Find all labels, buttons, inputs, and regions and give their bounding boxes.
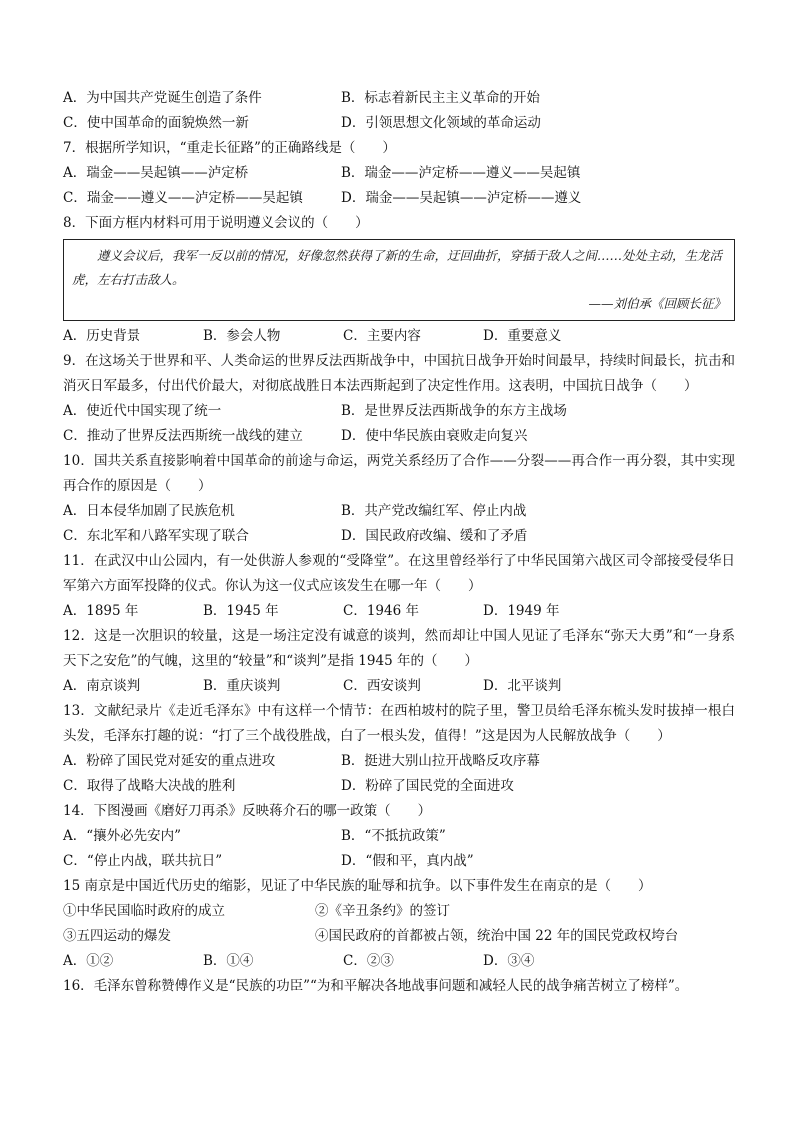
q14-options-row-2: [63, 849, 735, 874]
q10-option-a: A．日本侵华加剧了民族危机: [63, 503, 235, 519]
q9-options-row-1: [63, 399, 735, 424]
q8-quote: 遵义会议后，我军一反以前的情况，好像忽然获得了新的生命，迂回曲折，穿插于敌人之间……处处主动，生龙活虎，左右打击敌人。: [72, 248, 723, 287]
q9-option-c: C．推动了世界反法西斯统一战线的建立: [63, 428, 303, 444]
q16-stem: 16．毛泽东曾称赞傅作义是“民族的功臣”“为和平解决各地战事问题和减轻人民的战争痛苦树立了榜样”。: [63, 978, 689, 994]
q11-option-d: D．1949 年: [483, 603, 560, 619]
q13-options-row-2: [63, 774, 735, 799]
q7-option-b: B．瑞金——泸定桥——遵义——吴起镇: [341, 165, 581, 181]
q6-options-row-1: [63, 86, 735, 111]
q10-option-b: B．共产党改编红军、停止内战: [341, 503, 527, 519]
q12-options-row: [63, 674, 735, 699]
q14-option-b: B．“不抵抗政策”: [341, 828, 446, 844]
q6-option-b: B．标志着新民主主义革命的开始: [341, 90, 540, 106]
q9-option-d: D．使中华民族由衰败走向复兴: [341, 428, 528, 444]
q8-option-c: C．主要内容: [343, 328, 421, 344]
q15-items-row-2: [63, 924, 735, 949]
q11-options-row: [63, 599, 735, 624]
q15-item-3: ③五四运动的爆发: [63, 928, 171, 944]
q6-options-row-2: [63, 111, 735, 136]
q15-option-a: A．①②: [63, 953, 114, 969]
q15-options-row: [63, 949, 735, 974]
q10-options-row-1: [63, 499, 735, 524]
q14-option-c: C．“停止内战，联共抗日”: [63, 853, 223, 869]
q12-stem: 12．这是一次胆识的较量，这是一场注定没有诚意的谈判，然而却让中国人见证了毛泽东“弥天大勇”和“一身系天下之安危”的气魄，这里的“较量”和“谈判”是指 1945 年的（ ）: [63, 628, 735, 669]
q13-option-b: B．挺进大别山拉开战略反攻序幕: [341, 753, 540, 769]
q7-option-d: D．瑞金——吴起镇——泸定桥——遵义: [341, 190, 582, 206]
q13-stem: 13．文献纪录片《走近毛泽东》中有这样一个情节：在西柏坡村的院子里，警卫员给毛泽东梳头发时拔掉一根白头发，毛泽东打趣的说：“打了三个战役胜战，白了一根头发，值得！”这是因为人民解放战争（ ）: [63, 703, 735, 744]
q12-option-b: B．重庆谈判: [203, 678, 281, 694]
q14-stem: 14．下图漫画《磨好刀再杀》反映蒋介石的哪一政策（ ）: [63, 803, 432, 819]
q8-option-a: A．历史背景: [63, 328, 141, 344]
q7-options-row-1: [63, 161, 735, 186]
q12-option-c: C．西安谈判: [343, 678, 421, 694]
q8-source: ——刘伯承《回顾长征》: [588, 296, 726, 311]
q15-item-2: ②《辛丑条约》的签订: [315, 903, 450, 919]
q8-option-b: B．参会人物: [203, 328, 281, 344]
q11-option-b: B．1945 年: [203, 603, 279, 619]
q7-stem: 7．根据所学知识，“重走长征路”的正确路线是（ ）: [63, 140, 396, 156]
q10-option-c: C．东北军和八路军实现了联合: [63, 528, 249, 544]
q15-item-4: ④国民政府的首都被占领，统治中国 22 年的国民党政权垮台: [315, 928, 679, 944]
q6-option-a: A．为中国共产党诞生创造了条件: [63, 90, 262, 106]
q15-option-d: D．③④: [483, 953, 535, 969]
q13-option-a: A．粉碎了国民党对延安的重点进攻: [63, 753, 276, 769]
q13-option-c: C．取得了战略大决战的胜利: [63, 778, 236, 794]
q11-option-a: A．1895 年: [63, 603, 139, 619]
q8-option-d: D．重要意义: [483, 328, 562, 344]
q14-options-row-1: [63, 824, 735, 849]
q7-option-c: C．瑞金——遵义——泸定桥——吴起镇: [63, 190, 303, 206]
exam-page: [63, 86, 735, 999]
q14-option-a: A．“攘外必先安内”: [63, 828, 182, 844]
q15-items-row-1: [63, 899, 735, 924]
q8-options-row: [63, 324, 735, 349]
q15-item-1: ①中华民国临时政府的成立: [63, 903, 225, 919]
q9-option-b: B．是世界反法西斯战争的东方主战场: [341, 403, 567, 419]
q12-option-d: D．北平谈判: [483, 678, 562, 694]
q14-option-d: D．“假和平，真内战”: [341, 853, 474, 869]
q15-stem: 15 南京是中国近代历史的缩影，见证了中华民族的耻辱和抗争。以下事件发生在南京的是（ ）: [63, 878, 652, 894]
q15-option-c: C．②③: [343, 953, 394, 969]
q9-options-row-2: [63, 424, 735, 449]
q9-stem: 9．在这场关于世界和平、人类命运的世界反法西斯战争中，中国抗日战争开始时间最早，持续时间最长，抗击和消灭日军最多，付出代价最大，对彻底战胜日本法西斯起到了决定性作用。这表明，中国抗日战争（ ）: [63, 353, 735, 394]
q10-options-row-2: [63, 524, 735, 549]
q15-option-b: B．①④: [203, 953, 254, 969]
q13-option-d: D．粉碎了国民党的全面进攻: [341, 778, 514, 794]
q12-option-a: A．南京谈判: [63, 678, 141, 694]
q8-stem: 8．下面方框内材料可用于说明遵义会议的（ ）: [63, 215, 369, 231]
q9-option-a: A．使近代中国实现了统一: [63, 403, 222, 419]
q13-options-row-1: [63, 749, 735, 774]
q10-stem: 10．国共关系直接影响着中国革命的前途与命运，两党关系经历了合作——分裂——再合作一再分裂，其中实现再合作的原因是（ ）: [63, 453, 735, 494]
q11-stem: 11．在武汉中山公园内，有一处供游人参观的“受降堂”。在这里曾经举行了中华民国第六战区司令部接受侵华日军第六方面军投降的仪式。你认为这一仪式应该发生在哪一年（ ）: [63, 553, 735, 594]
q6-option-d: D．引领思想文化领域的革命运动: [341, 115, 541, 131]
q6-option-c: C．使中国革命的面貌焕然一新: [63, 115, 249, 131]
q11-option-c: C．1946 年: [343, 603, 419, 619]
q8-material-box: [63, 239, 735, 321]
q10-option-d: D．国民政府改编、缓和了矛盾: [341, 528, 528, 544]
q7-options-row-2: [63, 186, 735, 211]
q7-option-a: A．瑞金——吴起镇——泸定桥: [63, 165, 249, 181]
